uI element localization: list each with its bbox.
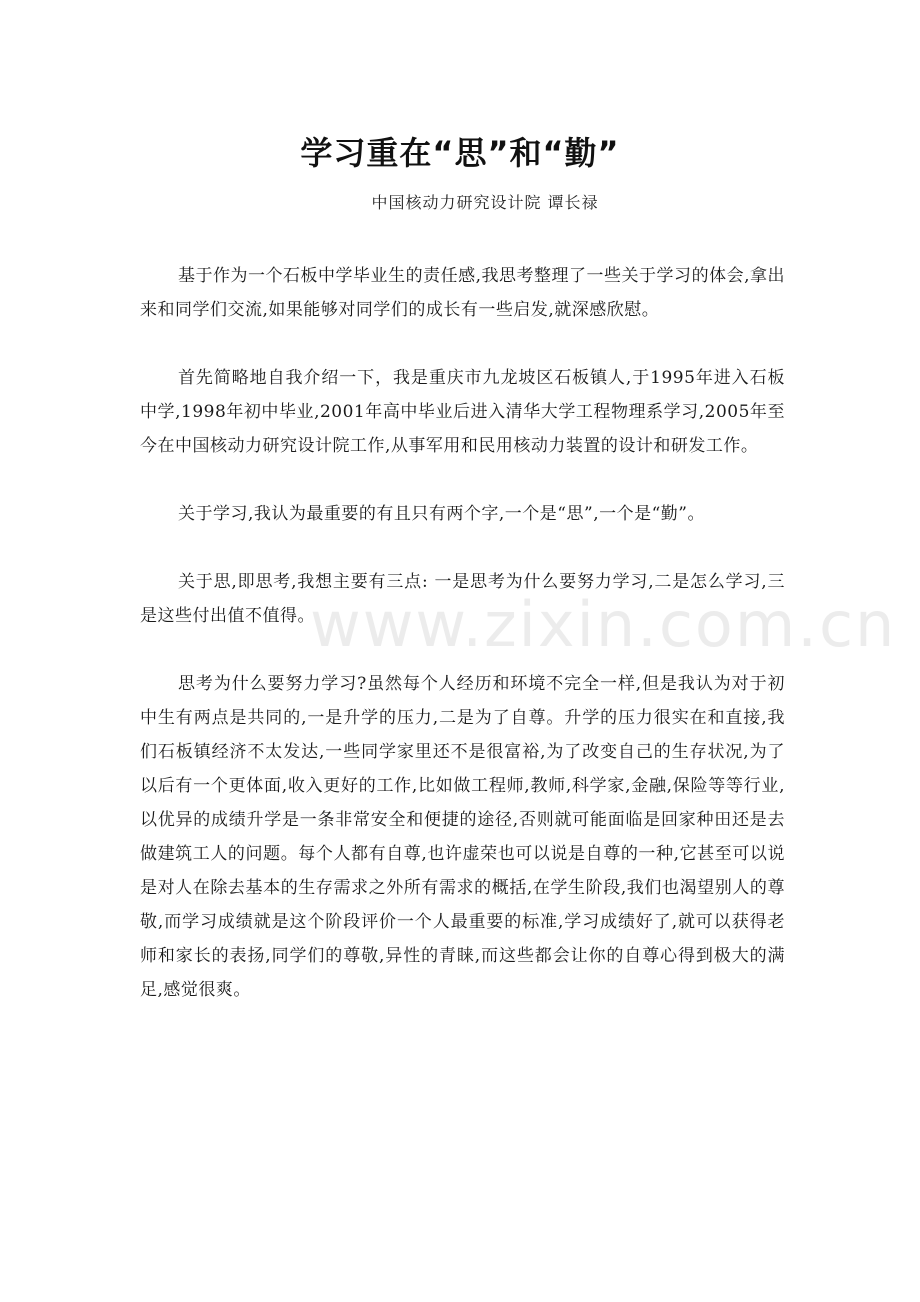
paragraph-why-study: 思考为什么要努力学习?虽然每个人经历和环境不完全一样,但是我认为对于初中生有两点是共同的,一是升学的压力,二是为了自尊。升学的压力很实在和直接,我们石板镇经济不太发达,一些同学家里还不是很富裕,为了改变自己的生存状况,为了以后有一个更体面,收入更好的工作,比如做工程师,教师,科学家,金融,保险等等行业,以优异的成绩升学是一条非常安全和便捷的途径,否则就可能面临是回家种田还是去做建筑工人的问题。每个人都有自尊,也许虚荣也可以说是自尊的一种,它甚至可以说是对人在除去基本的生存需求之外所有需求的概括,在学生阶段,我们也渴望别人的尊敬,而学习成绩就是这个阶段评价一个人最重要的标准,学习成绩好了,就可以获得老师和家长的表扬,同学们的尊敬,异性的青睐,而这些都会让你的自尊心得到极大的满足,感觉很爽。 [140,674,785,1000]
document-body [140,259,785,1041]
paragraph-self-introduction: 首先简略地自我介绍一下，我是重庆市九龙坡区石板镇人,于1995年进入石板中学,1998年初中毕业,2001年高中毕业后进入清华大学工程物理系学习,2005年至今在中国核动力研究设计院工作,从事军用和民用核动力装置的设计和研发工作。 [140,368,785,456]
paragraph-thinking: 关于思,即思考,我想主要有三点: 一是思考为什么要努力学习,二是怎么学习,三是这些付出值不值得。 [140,572,785,626]
watermark: www.zixin.com.cn [310,588,897,661]
paragraph-key-words: 关于学习,我认为最重要的有且只有两个字,一个是“思”,一个是“勤”。 [178,504,705,524]
document-author: 中国核动力研究设计院 谭长禄 [371,193,599,212]
document-title: 学习重在“思”和“勤” [300,134,620,172]
paragraph-intro: 基于作为一个石板中学毕业生的责任感,我思考整理了一些关于学习的体会,拿出来和同学们交流,如果能够对同学们的成长有一些启发,就深感欣慰。 [140,266,785,320]
